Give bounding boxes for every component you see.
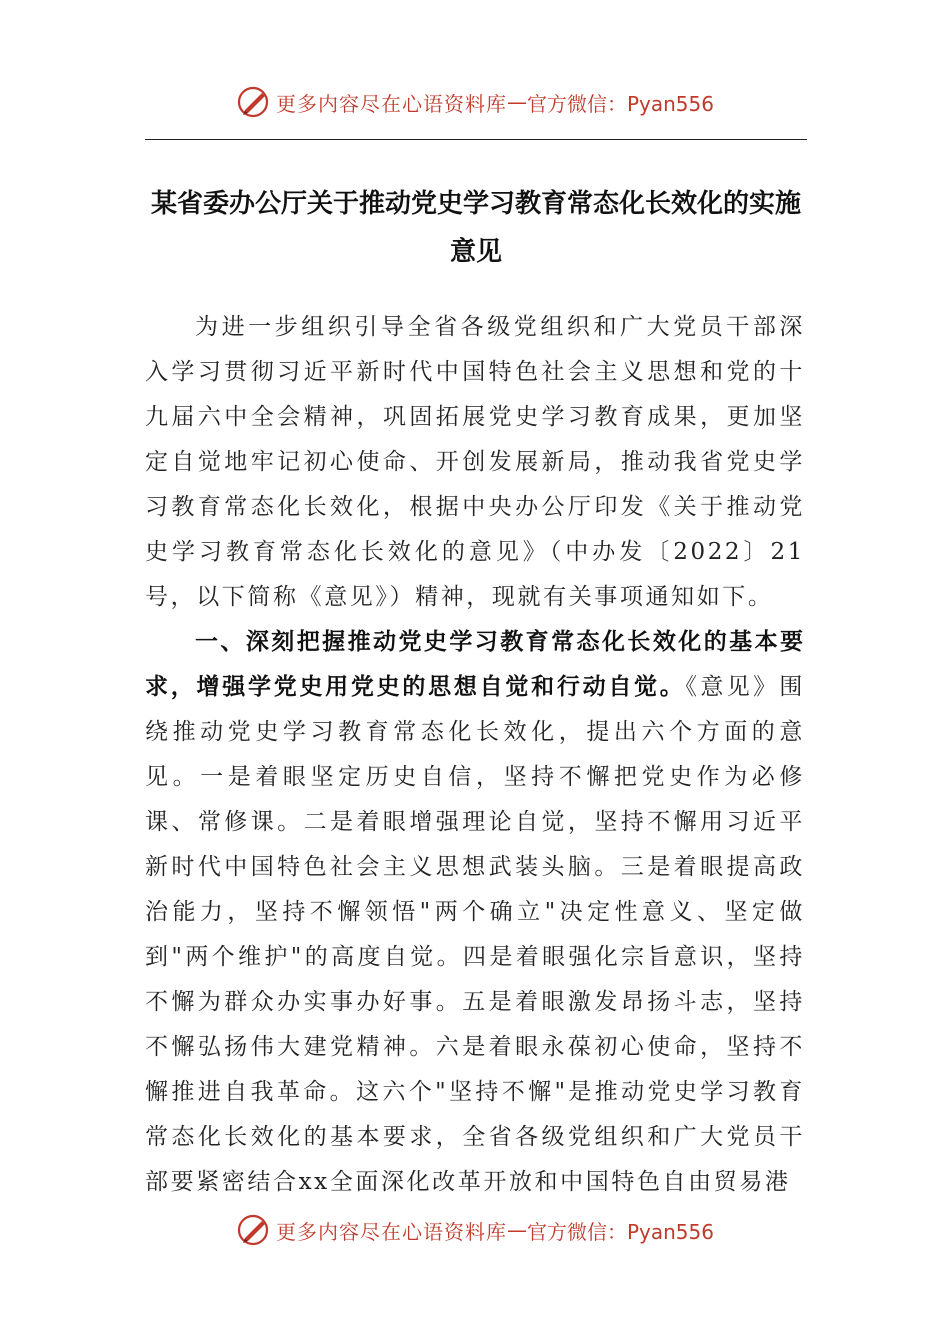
watermark-banner-bottom xyxy=(0,1208,950,1252)
watermark-text: 更多内容尽在心语资料库 xyxy=(275,91,507,116)
section-1-paragraph xyxy=(145,620,805,1205)
pen-logo-icon xyxy=(236,84,272,120)
document-body xyxy=(145,305,805,1205)
header-rule xyxy=(145,139,807,140)
watermark-contact: 官方微信：Pyan556 xyxy=(526,91,714,116)
watermark-banner-top xyxy=(0,80,950,124)
document-title: 某省委办公厅关于推动党史学习教育常态化长效化的实施意见 xyxy=(150,189,801,267)
watermark-separator: — xyxy=(506,1218,527,1242)
watermark-text: 更多内容尽在心语资料库 xyxy=(275,1219,507,1244)
watermark-contact: 官方微信：Pyan556 xyxy=(526,1219,714,1244)
intro-paragraph: 为进一步组织引导全省各级党组织和广大党员干部深入学习贯彻习近平新时代中国特色社会主义思想和党的十九届六中全会精神，巩固拓展党史学习教育成果，更加坚定自觉地牢记初心使命、开创发展新局，推动我省党史学习教育常态化长效化，根据中央办公厅印发《关于推动党史学习教育常态化长效化的意见》（中办发〔2022〕21号，以下简称《意见》）精神，现就有关事项通知如下。 xyxy=(145,314,805,610)
watermark-separator: — xyxy=(506,90,527,114)
pen-logo-icon xyxy=(236,1212,272,1248)
section-1-body: 《意见》围绕推动党史学习教育常态化长效化，提出六个方面的意见。一是着眼坚定历史自信，坚持不懈把党史作为必修课、常修课。二是着眼增强理论自觉，坚持不懈用习近平新时代中国特色社会主义思想武装头脑。三是着眼提高政治能力，坚持不懈领悟"两个确立"决定性意义、坚定做到"两个维护"的高度自觉。四是着眼强化宗旨意识，坚持不懈为群众办实事办好事。五是着眼激发昂扬斗志，坚持不懈弘扬伟大建党精神。六是着眼永葆初心使命，坚持不懈推进自我革命。这六个"坚持不懈"是推动党史学习教育常态化长效化的基本要求，全省各级党组织和广大党员干部要紧密结合xx全面深化改革开放和中国特色自由贸易港 xyxy=(145,674,806,1195)
section-1-heading: 一、深刻把握推动党史学习教育常态化长效化的基本要求，增强学党史用党史的思想自觉和行动自觉。 xyxy=(145,629,805,700)
